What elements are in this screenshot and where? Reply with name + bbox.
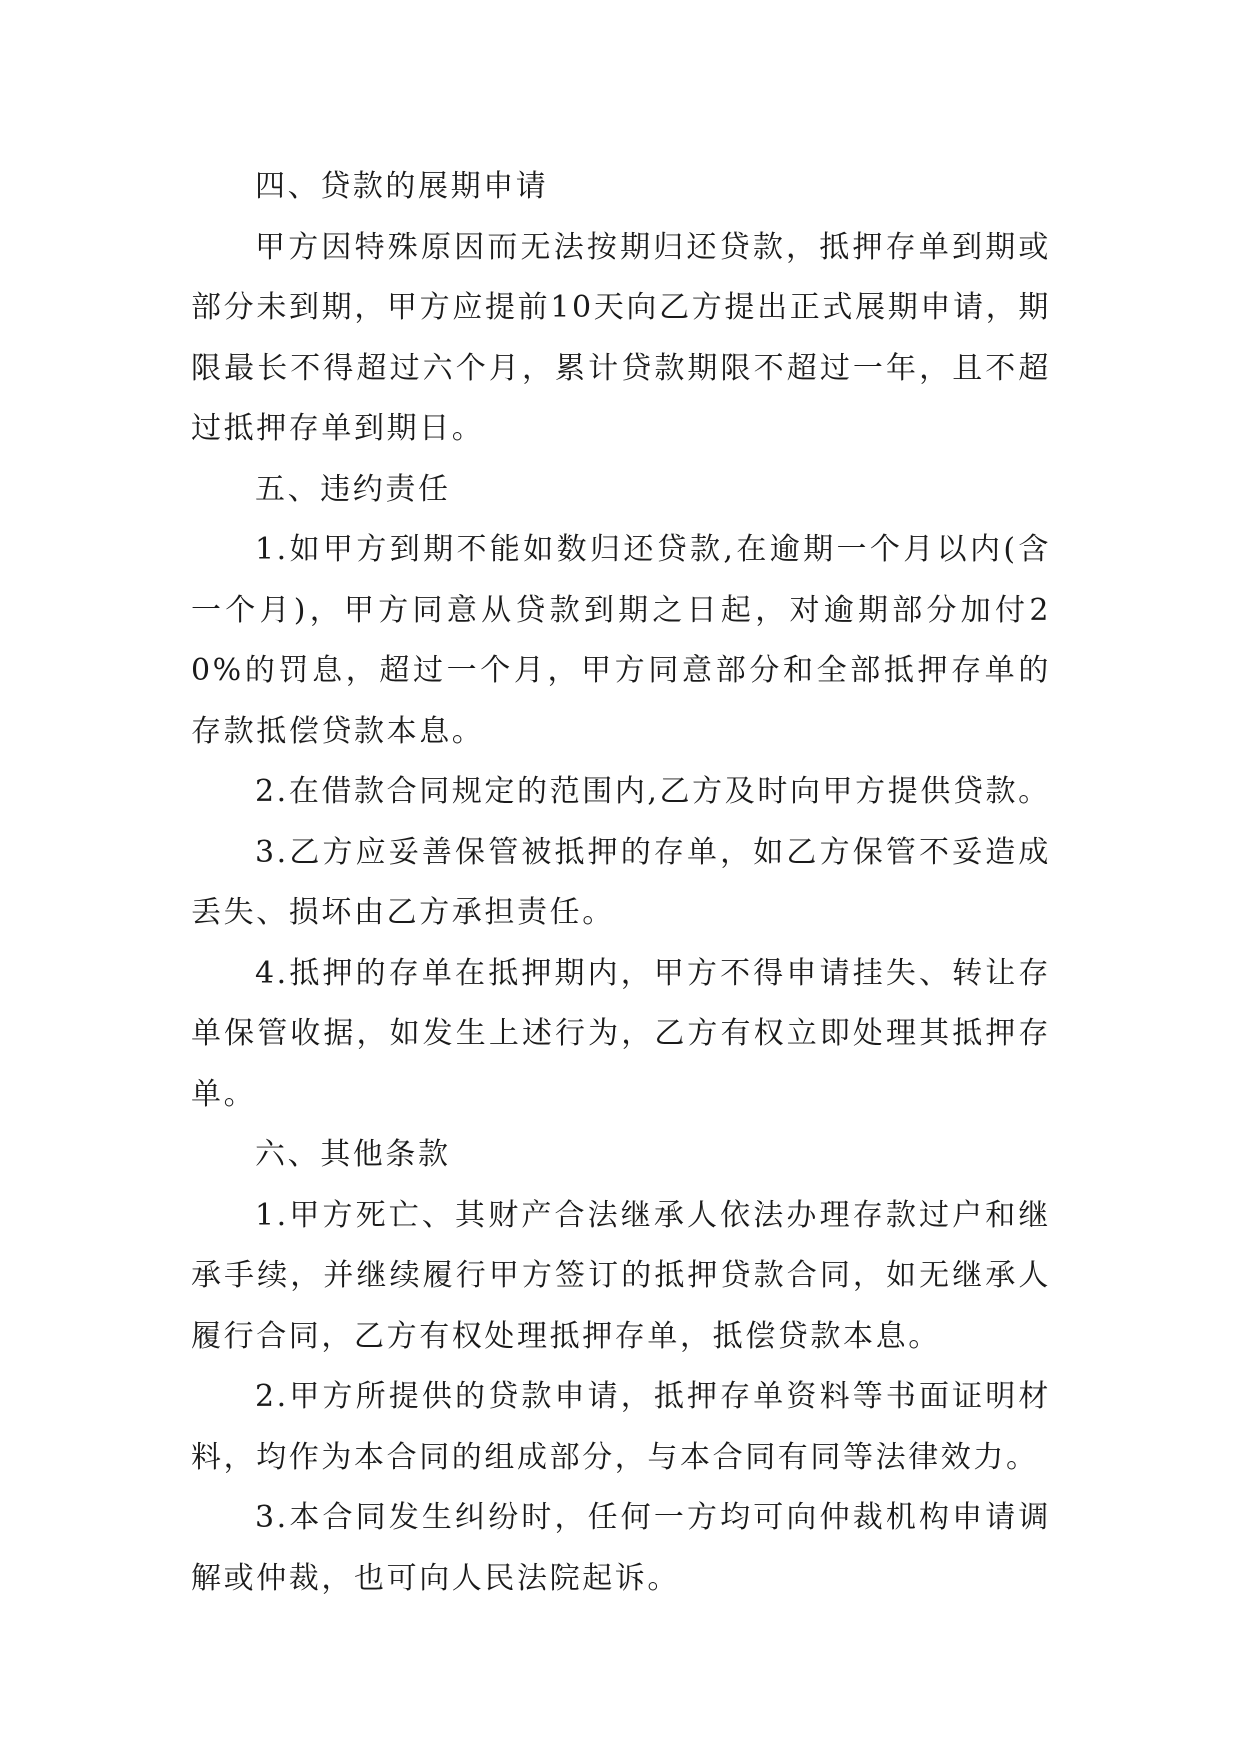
paragraph-liability-4: 4.抵押的存单在抵押期内，甲方不得申请挂失、转让存单保管收据，如发生上述行为，乙方有权立即处理其抵押存单。 [191,955,1051,1112]
section-heading-other-terms: 六、其他条款 [255,1137,451,1172]
paragraph-other-terms-2: 2.甲方所提供的贷款申请，抵押存单资料等书面证明材料，均作为本合同的组成部分，与本合同有同等法律效力。 [191,1379,1051,1475]
paragraph-other-terms-1: 1.甲方死亡、其财产合法继承人依法办理存款过户和继承手续，并继续履行甲方签订的抵押贷款合同，如无继承人履行合同，乙方有权处理抵押存单，抵偿贷款本息。 [191,1197,1051,1354]
paragraph-liability-2: 2.在借款合同规定的范围内,乙方及时向甲方提供贷款。 [255,774,1051,809]
section-heading-extension: 四、贷款的展期申请 [255,169,549,204]
section-heading-liability: 五、违约责任 [255,471,451,507]
paragraph-liability-3: 3.乙方应妥善保管被抵押的存单，如乙方保管不妥造成丢失、损坏由乙方承担责任。 [191,834,1051,930]
document-body [191,157,1051,1609]
paragraph-liability-1: 1.如甲方到期不能如数归还贷款,在逾期一个月以内(含一个月)，甲方同意从贷款到期之日起，对逾期部分加付20%的罚息，超过一个月，甲方同意部分和全部抵押存单的存款抵偿贷款本息。 [191,532,1051,749]
paragraph-extension-application: 甲方因特殊原因而无法按期归还贷款，抵押存单到期或部分未到期，甲方应提前10天向乙方提出正式展期申请，期限最长不得超过六个月，累计贷款期限不超过一年，且不超过抵押存单到期日。 [191,229,1051,446]
paragraph-other-terms-3: 3.本合同发生纠纷时，任何一方均可向仲裁机构申请调解或仲裁，也可向人民法院起诉。 [191,1500,1051,1596]
